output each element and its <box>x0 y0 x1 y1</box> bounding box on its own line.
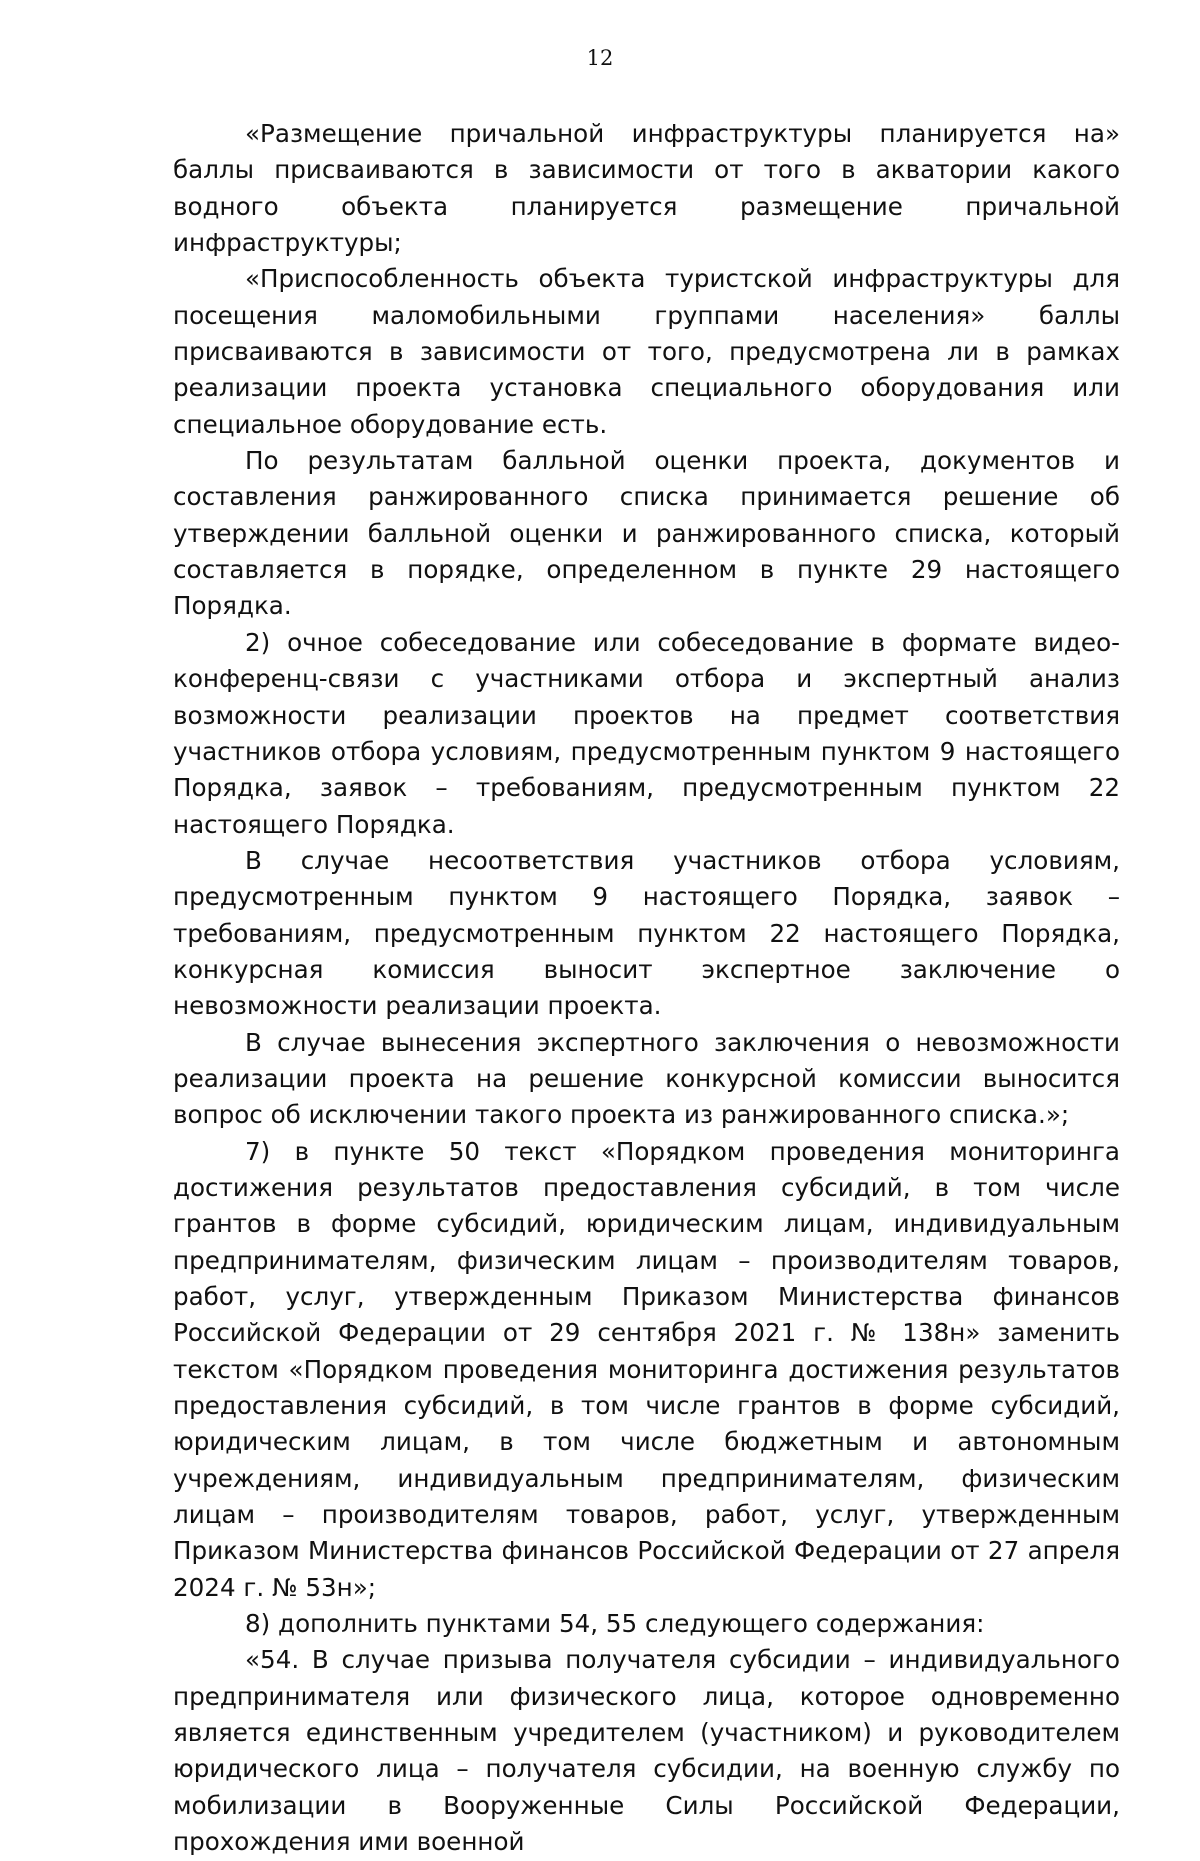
paragraph-noncompliance: В случае несоответствия участников отбора условиям, предусмотренным пунктом 9 настоящего Порядка, заявок – требованиям, предусмотренным пунктом 22 настоящего Порядка, конкурсная комиссия выносит экспертное заключение о невозможности реализации проекта. <box>173 845 1120 1021</box>
paragraph-exclusion: В случае вынесения экспертного заключения о невозможности реализации проекта на решение конкурсной комиссии выносится вопрос об исключении такого проекта из ранжированного списка.»; <box>173 1027 1120 1130</box>
page-number: 12 <box>586 46 614 70</box>
paragraph-berth-infrastructure: «Размещение причальной инфраструктуры планируется на» баллы присваиваются в зависимости от того в акватории какого водного объекта планируется размещение причальной инфраструктуры; <box>173 119 1120 258</box>
paragraph-interview: 2) очное собеседование или собеседование в формате видео-конференц-связи с участниками отбора и экспертный анализ возможности реализации проектов на предмет соответствия участников отбора условиям, предусмотренным пунктом 9 настоящего Порядка, заявок – требованиям, предусмотренным пунктом 22 настоящего Порядка. <box>173 627 1120 839</box>
paragraph-accessibility: «Приспособленность объекта туристской инфраструктуры для посещения маломобильными группами населения» баллы присваиваются в зависимости от того, предусмотрена ли в рамках реализации проекта установка специального оборудования или специальное оборудование есть. <box>173 264 1120 439</box>
paragraph-item-7: 7) в пункте 50 текст «Порядком проведения мониторинга достижения результатов предоставления субсидий, в том числе грантов в форме субсидий, юридическим лицам, индивидуальным предпринимателям, физическим лицам – производителям товаров, работ, услуг, утвержденным Приказом Министерства финансов Российской Федерации от 29 сентября 2021 г. № 138н» заменить текстом «Порядком проведения мониторинга достижения результатов предоставления субсидий, в том числе грантов в форме субсидий, юридическим лицам, в том числе бюджетным и автономным учреждениям, индивидуальным предпринимателям, физическим лицам – производителям товаров, работ, услуг, утвержденным Приказом Министерства финансов Российской Федерации от 27 апреля 2024 г. № 53н»; <box>173 1136 1120 1602</box>
paragraph-item-8: 8) дополнить пунктами 54, 55 следующего содержания: <box>245 1609 985 1639</box>
document-body <box>173 116 1120 1861</box>
paragraph-scoring-results: По результатам балльной оценки проекта, документов и составления ранжированного списка принимается решение об утверждении балльной оценки и ранжированного списка, который составляется в порядке, определенном в пункте 29 настоящего Порядка. <box>173 446 1120 621</box>
paragraph-item-54: «54. В случае призыва получателя субсидии – индивидуального предпринимателя или физического лица, которое одновременно является единственным учредителем (участником) и руководителем юридического лица – получателя субсидии, на военную службу по мобилизации в Вооруженные Силы Российской Федерации, прохождения ими военной <box>173 1645 1120 1857</box>
